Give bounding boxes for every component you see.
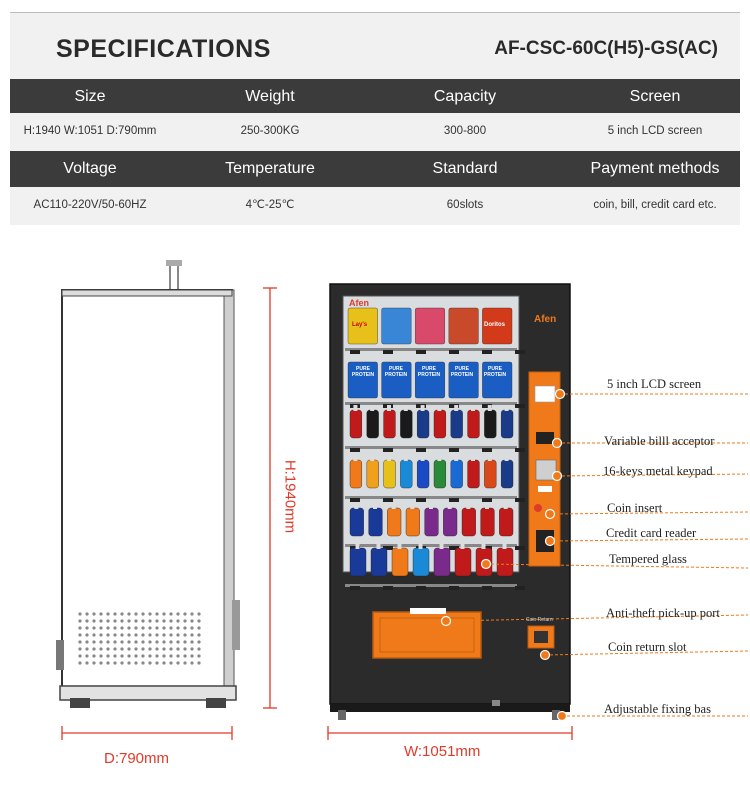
spec-value-weight: 250-300KG bbox=[240, 125, 300, 137]
spec-label-temperature: Temperature bbox=[225, 160, 315, 177]
width-dimension-line bbox=[328, 726, 572, 740]
spec-value-standard: 60slots bbox=[446, 199, 484, 211]
spec-value-screen: 5 inch LCD screen bbox=[607, 125, 703, 137]
spec-label-size: Size bbox=[74, 88, 106, 105]
spec-label-standard: Standard bbox=[432, 160, 498, 177]
callout-card-reader: Credit card reader bbox=[606, 526, 697, 540]
front-view bbox=[330, 284, 570, 720]
spec-label-payment: Payment methods bbox=[590, 160, 720, 177]
product-label: PURE PROTEIN bbox=[483, 366, 507, 378]
product-label: Lay's bbox=[352, 322, 368, 328]
spec-value-payment: coin, bill, credit card etc. bbox=[593, 199, 717, 211]
depth-dimension-line bbox=[62, 726, 232, 740]
spec-label-voltage: Voltage bbox=[63, 160, 117, 177]
spec-label-capacity: Capacity bbox=[433, 88, 497, 105]
window-brand-logo: Afen bbox=[349, 298, 369, 308]
product-label: Doritos bbox=[484, 322, 505, 328]
product-label: PURE PROTEIN bbox=[384, 366, 408, 378]
spec-value-voltage: AC110-220V/50-60HZ bbox=[33, 199, 147, 211]
product-label: PURE PROTEIN bbox=[450, 366, 474, 378]
spec-value-temperature: 4℃-25℃ bbox=[245, 199, 295, 211]
coin-return-label: Coin Return bbox=[526, 617, 553, 623]
callout-fixing-base: Adjustable fixing bas bbox=[604, 702, 711, 716]
product-label: PURE PROTEIN bbox=[417, 366, 441, 378]
product-label: PURE PROTEIN bbox=[351, 366, 375, 378]
side-view bbox=[56, 260, 240, 708]
spec-value-capacity: 300-800 bbox=[443, 125, 487, 137]
depth-dimension-label: D:790mm bbox=[104, 750, 170, 767]
page-title: SPECIFICATIONS bbox=[56, 35, 271, 63]
width-dimension-label: W:1051mm bbox=[404, 743, 481, 760]
callout-coin-return: Coin return slot bbox=[608, 640, 687, 654]
spec-label-weight: Weight bbox=[245, 88, 295, 105]
spec-value-size: H:1940 W:1051 D:790mm bbox=[23, 125, 157, 137]
model-number: AF-CSC-60C(H5)-GS(AC) bbox=[494, 38, 718, 59]
callout-tempered-glass: Tempered glass bbox=[609, 552, 687, 566]
callout-keypad: 16-keys metal keypad bbox=[603, 464, 713, 478]
callout-bill-acceptor: Variable billl acceptor bbox=[604, 434, 715, 448]
height-dimension-line bbox=[263, 288, 277, 708]
callout-lcd-screen: 5 inch LCD screen bbox=[607, 377, 702, 391]
spec-label-screen: Screen bbox=[629, 88, 681, 105]
panel-brand-logo: Afen bbox=[534, 314, 557, 325]
height-dimension-label: H:1940mm bbox=[281, 459, 299, 534]
callout-pickup-port: Anti-theft pick-up port bbox=[606, 606, 720, 620]
callout-coin-insert: Coin insert bbox=[607, 501, 663, 515]
